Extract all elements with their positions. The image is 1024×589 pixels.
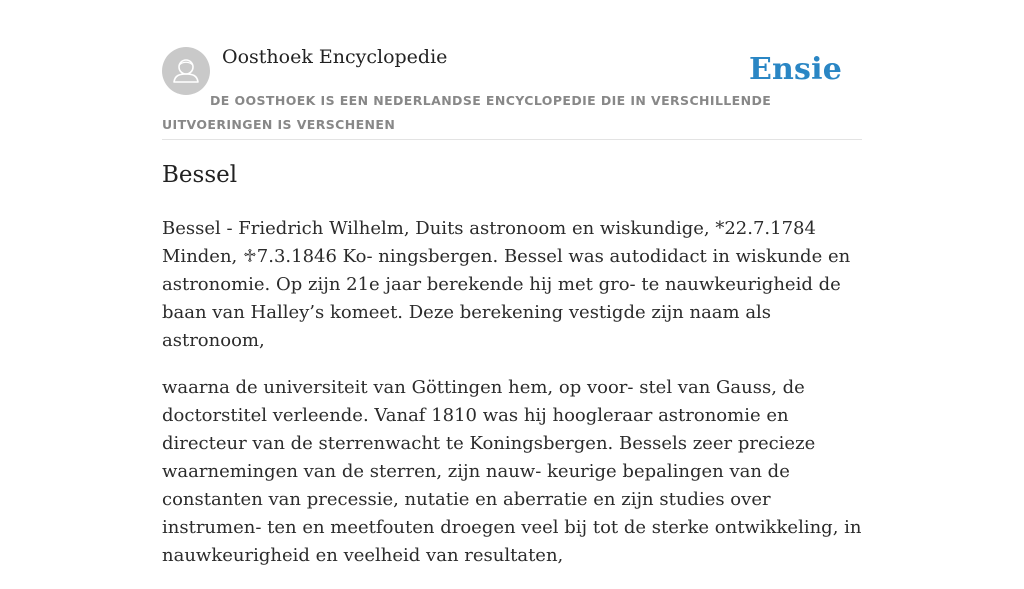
source-name-link[interactable]: Oosthoek Encyclopedie	[222, 46, 448, 68]
header	[162, 0, 862, 140]
article-title: Bessel	[162, 162, 238, 188]
brand-logo-link[interactable]: Ensie	[748, 52, 842, 87]
user-silhouette-icon	[162, 47, 210, 95]
article-paragraph-1: Bessel - Friedrich Wilhelm, Duits astronoom en wiskundige, *22.7.1784 Minden, ♱7.3.1846 Ko- ningsbergen. Bessel was autodidact in wiskunde en astronomie. Op zijn 21e jaar berekende hij met gro- te nauwkeurigheid de baan van Halley’s komeet. Deze berekening vestigde zijn naam als astronoom,	[162, 218, 851, 351]
source-tagline: DE OOSTHOEK IS EEN NEDERLANDSE ENCYCLOPEDIE DIE IN VERSCHILLENDE UITVOERINGEN IS VERSCHENEN	[162, 93, 772, 132]
header-divider	[162, 139, 862, 140]
article-body	[162, 215, 864, 589]
user-placeholder-icon[interactable]	[162, 47, 210, 95]
article-paragraph-2: waarna de universiteit van Göttingen hem, op voor- stel van Gauss, de doctorstitel verleende. Vanaf 1810 was hij hoogleraar astronomie en directeur van de sterrenwacht te Koningsbergen. Bessels zeer precieze waarnemingen van de sterren, zijn nauw- keurige bepalingen van de constanten van precessie, nutatie en aberratie en zijn studies over instrumen- ten en meetfouten droegen veel bij tot de sterke ontwikkeling, in nauwkeurigheid en veelheid van resultaten,	[162, 377, 862, 566]
page	[162, 0, 862, 566]
